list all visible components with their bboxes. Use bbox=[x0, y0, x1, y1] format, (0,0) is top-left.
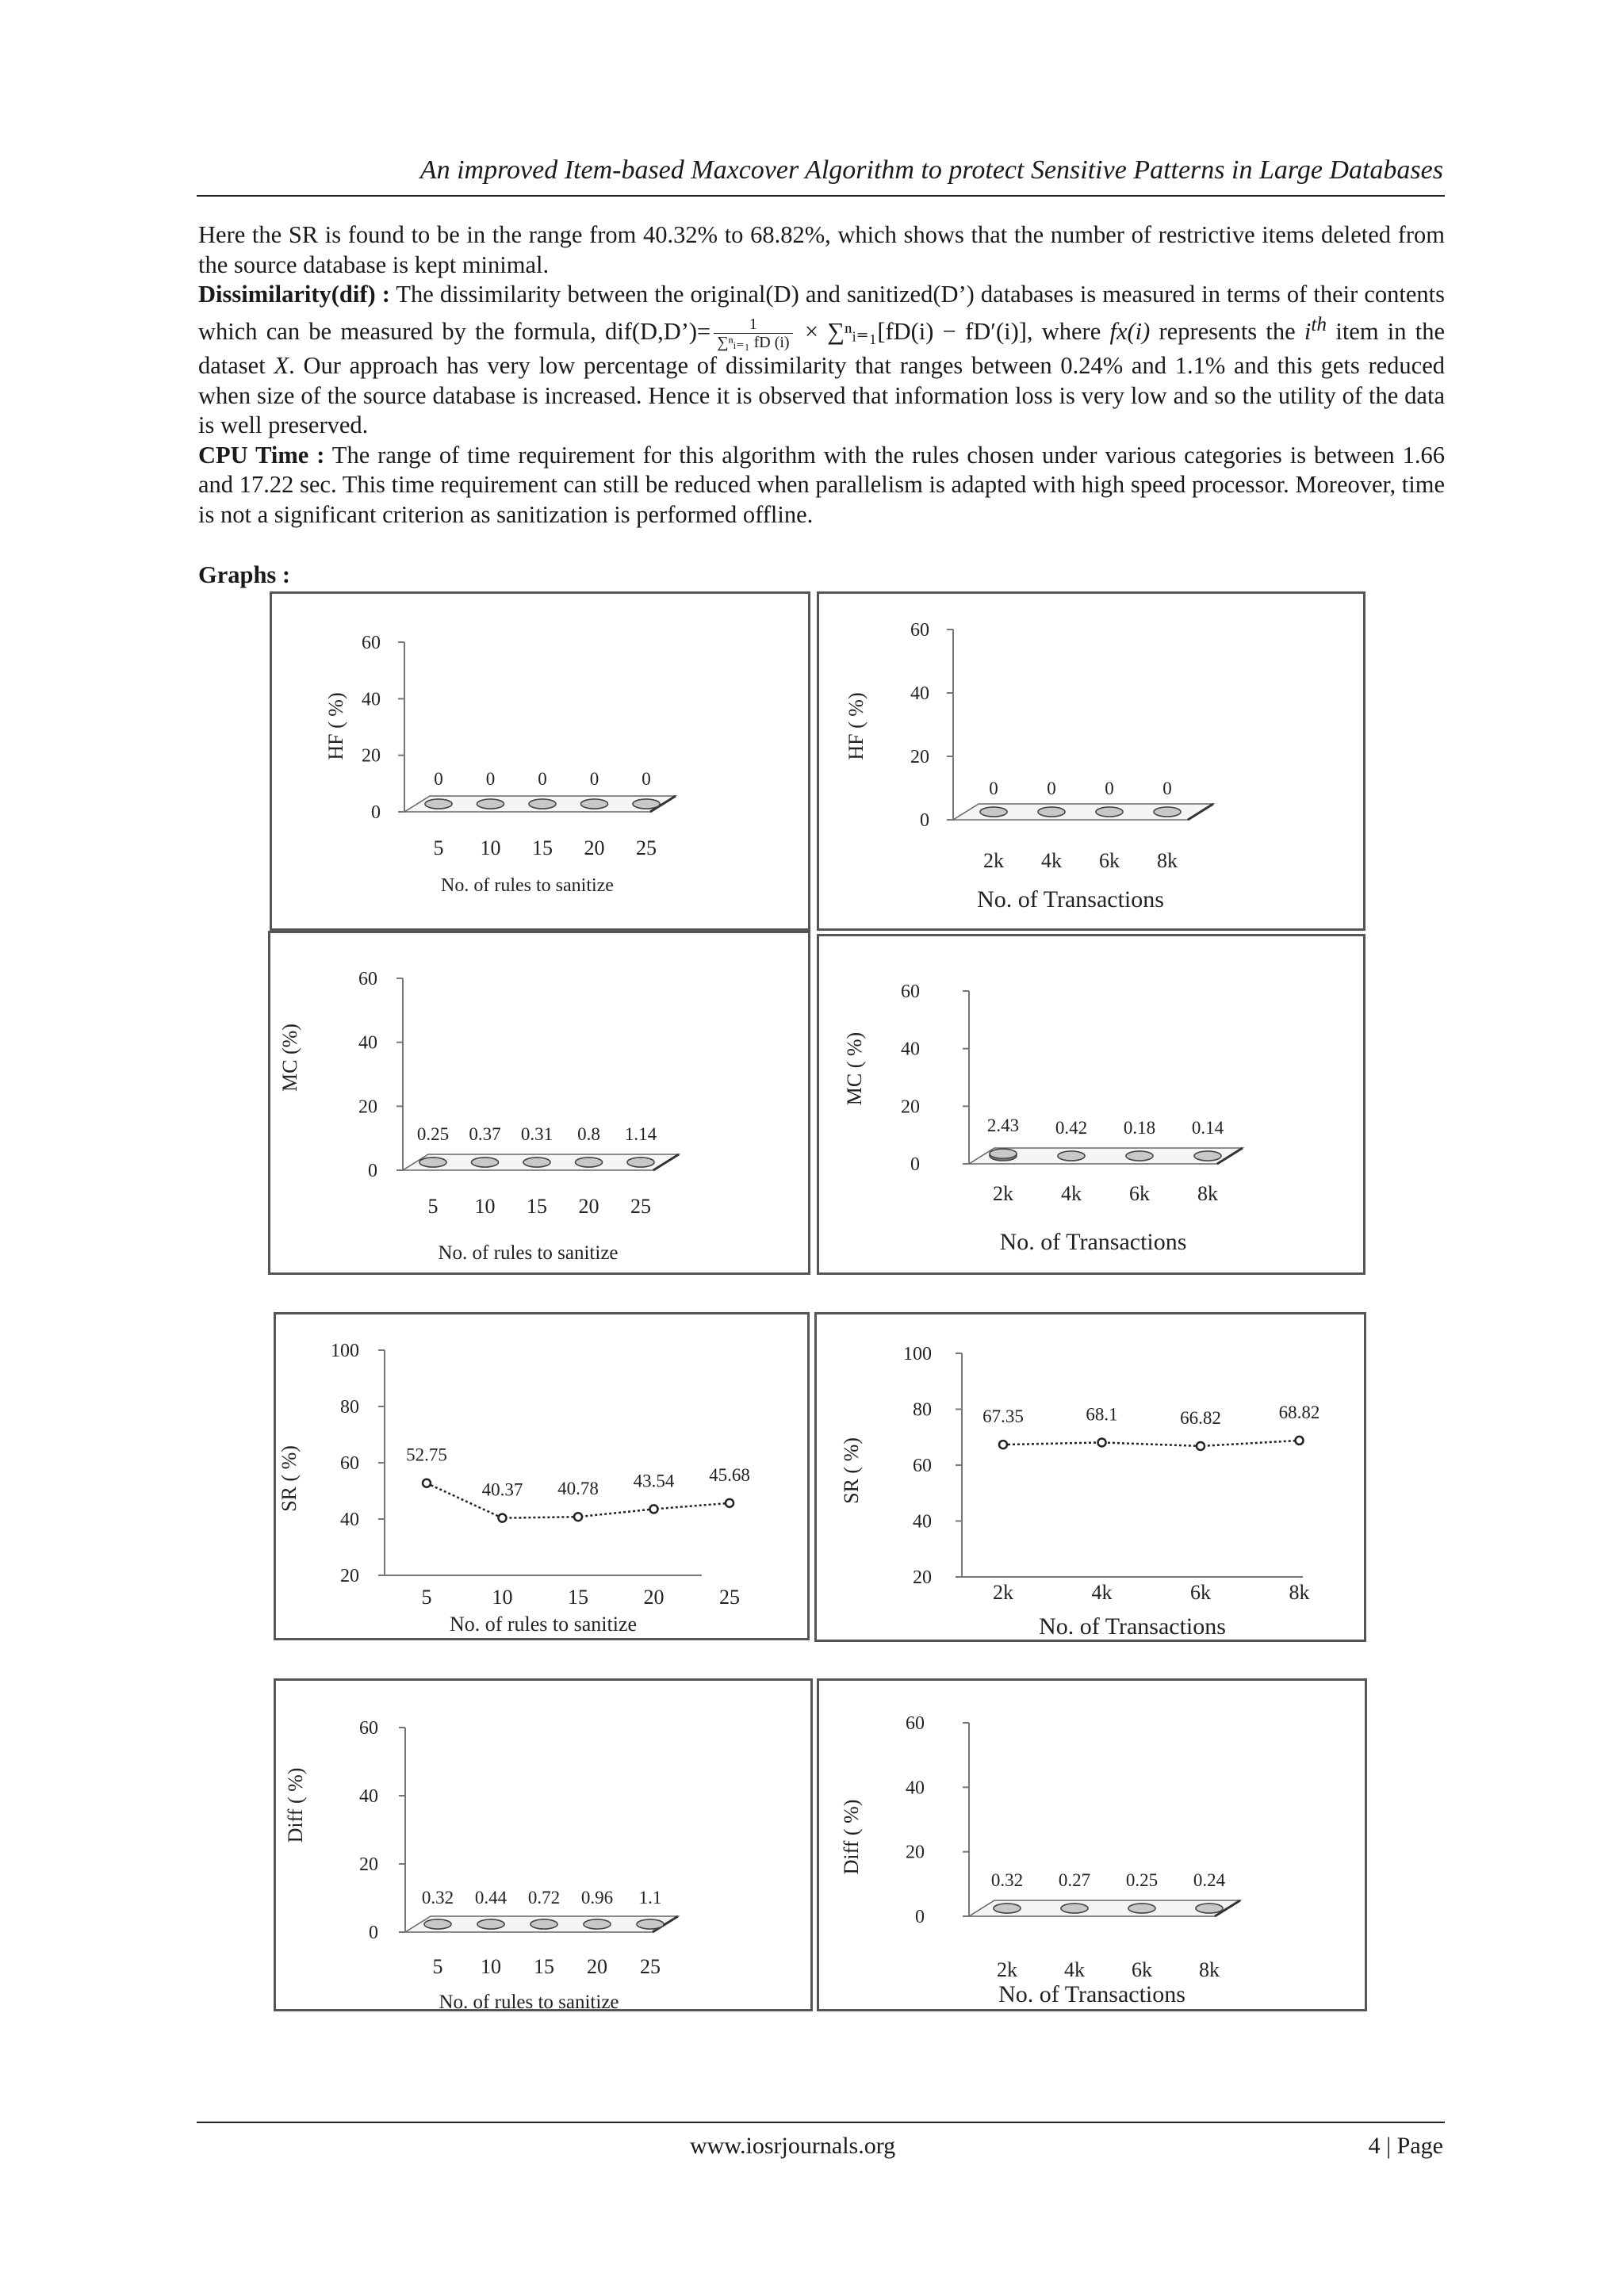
y-axis-title: SR ( %) bbox=[278, 1445, 301, 1512]
x-axis-title: No. of Transactions bbox=[977, 886, 1164, 913]
dissimilarity-text-b: × ∑ⁿᵢ₌₁[fD(i) − fD′(i)], where bbox=[795, 317, 1110, 345]
x-tick-label: 25 bbox=[630, 1195, 651, 1218]
x-tick-label: 5 bbox=[427, 1195, 439, 1218]
x-tick-label: 6k bbox=[1099, 849, 1120, 872]
x-tick-label: 15 bbox=[527, 1195, 547, 1218]
chart-sr-transactions bbox=[814, 1312, 1366, 1642]
y-tick-label: 60 bbox=[910, 620, 929, 641]
chart-frame bbox=[818, 593, 1365, 930]
x-tick-label: 8k bbox=[1289, 1581, 1310, 1604]
graphs-heading: Graphs : bbox=[198, 561, 291, 588]
bar-cap bbox=[633, 799, 660, 809]
dissimilarity-text-c: represents the bbox=[1150, 317, 1304, 345]
x-tick-label: 10 bbox=[474, 1195, 496, 1218]
x-tick-label: 5 bbox=[433, 836, 444, 859]
x-axis-title: No. of rules to sanitize bbox=[441, 875, 614, 896]
chart-svg bbox=[814, 1312, 1366, 1642]
bar-cap bbox=[530, 1919, 557, 1929]
x-tick-label: 4k bbox=[1064, 1958, 1085, 1981]
data-label: 1.14 bbox=[624, 1124, 657, 1144]
x-axis-title: No. of rules to sanitize bbox=[438, 1242, 619, 1264]
data-label: 0 bbox=[589, 769, 599, 789]
fx-symbol: fx(i) bbox=[1109, 317, 1151, 345]
body-text bbox=[198, 220, 1445, 530]
y-tick-label: 0 bbox=[920, 810, 929, 831]
y-tick-label: 0 bbox=[915, 1907, 925, 1927]
dissimilarity-text-e: . Our approach has very low percentage of dissimilarity that ranges between 0.24% and 1.1% and this gets reduced when size of the source database is increased. Hence it is observed that information loss is very low and so the utility of the data is well preserved. bbox=[198, 352, 1445, 439]
x-tick-label: 15 bbox=[534, 1955, 554, 1978]
chart-mc-transactions bbox=[817, 934, 1365, 1275]
data-label: 0 bbox=[989, 779, 998, 798]
y-tick-label: 100 bbox=[903, 1344, 932, 1364]
bar-cap bbox=[990, 1149, 1017, 1158]
x-tick-label: 4k bbox=[1091, 1581, 1113, 1604]
data-label: 0.72 bbox=[527, 1888, 561, 1908]
data-label: 52.75 bbox=[406, 1445, 447, 1465]
data-label: 0.96 bbox=[580, 1888, 614, 1908]
data-label: 0.31 bbox=[520, 1124, 553, 1144]
chart-diff-transactions bbox=[817, 1678, 1367, 2011]
y-axis-title: MC ( %) bbox=[843, 1031, 866, 1106]
data-label: 66.82 bbox=[1180, 1407, 1221, 1428]
x-tick-label: 15 bbox=[532, 836, 553, 859]
bar-cap bbox=[637, 1919, 664, 1929]
chart-diff-rules bbox=[274, 1678, 813, 2011]
data-label: 0.37 bbox=[469, 1124, 501, 1144]
y-tick-label: 0 bbox=[369, 1923, 378, 1943]
bar-cap bbox=[980, 807, 1007, 817]
x-tick-label: 6k bbox=[1190, 1581, 1211, 1604]
y-tick-label: 60 bbox=[906, 1713, 925, 1734]
footer-page-number: 4 | Page bbox=[1368, 2133, 1443, 2159]
x-tick-label: 4k bbox=[1041, 849, 1062, 872]
y-tick-label: 40 bbox=[362, 689, 381, 710]
y-tick-label: 20 bbox=[359, 1854, 378, 1875]
bar-cap bbox=[1061, 1904, 1088, 1913]
y-tick-label: 0 bbox=[368, 1161, 377, 1181]
data-label: 0.24 bbox=[1193, 1870, 1226, 1890]
data-point bbox=[423, 1479, 431, 1487]
data-point bbox=[650, 1505, 658, 1513]
y-tick-label: 40 bbox=[340, 1510, 359, 1530]
fraction-numerator: 1 bbox=[714, 316, 792, 334]
data-point bbox=[499, 1514, 507, 1522]
chart-hf-transactions bbox=[817, 591, 1365, 931]
dissimilarity-text-d: item in the dataset bbox=[198, 317, 1445, 380]
data-point bbox=[1197, 1442, 1205, 1450]
y-tick-label: 100 bbox=[331, 1341, 359, 1361]
y-tick-label: 60 bbox=[913, 1456, 932, 1476]
bar-cap bbox=[477, 1919, 504, 1929]
x-tick-label: 2k bbox=[983, 849, 1004, 872]
y-tick-label: 20 bbox=[906, 1842, 925, 1863]
data-label: 0 bbox=[1047, 779, 1056, 798]
dissimilarity-text-a: The dissimilarity between the original(D) and sanitized(D’) databases is measured in terms of their contents which can be measured by the formula, dif(D,D’)= bbox=[198, 281, 1445, 345]
bar-cap bbox=[472, 1158, 499, 1167]
data-label: 0 bbox=[434, 769, 443, 789]
y-tick-label: 60 bbox=[901, 982, 920, 1002]
x-tick-label: 10 bbox=[481, 1955, 501, 1978]
data-label: 0.25 bbox=[416, 1124, 450, 1144]
bar-cap bbox=[523, 1158, 550, 1167]
bar-cap bbox=[425, 799, 452, 809]
bar-cap bbox=[1038, 807, 1065, 817]
x-tick-label: 20 bbox=[643, 1586, 665, 1609]
chart-svg bbox=[817, 591, 1365, 931]
data-label: 68.82 bbox=[1278, 1402, 1320, 1422]
i-symbol: i bbox=[1304, 317, 1312, 345]
th-superscript: th bbox=[1311, 312, 1327, 335]
data-label: 2.43 bbox=[986, 1115, 1020, 1136]
chart-svg bbox=[817, 1678, 1367, 2011]
y-tick-label: 60 bbox=[340, 1453, 359, 1474]
chart-svg bbox=[270, 591, 810, 931]
data-label: 0.44 bbox=[474, 1888, 508, 1908]
x-tick-label: 25 bbox=[719, 1586, 740, 1609]
series-line bbox=[1003, 1441, 1300, 1446]
data-point bbox=[1296, 1437, 1304, 1445]
y-tick-label: 80 bbox=[340, 1397, 359, 1418]
chart-hf-rules bbox=[270, 591, 810, 931]
footer-url: www.iosrjournals.org bbox=[690, 2133, 896, 2159]
y-axis-title: Diff ( %) bbox=[840, 1799, 863, 1875]
data-point bbox=[574, 1513, 582, 1521]
x-tick-label: 25 bbox=[636, 836, 657, 859]
x-tick-label: 6k bbox=[1132, 1958, 1152, 1981]
y-tick-label: 0 bbox=[910, 1154, 920, 1175]
bar-cap bbox=[1128, 1904, 1155, 1913]
data-label: 0.14 bbox=[1191, 1118, 1224, 1138]
y-tick-label: 20 bbox=[901, 1096, 920, 1118]
data-label: 43.54 bbox=[633, 1471, 675, 1491]
y-tick-label: 20 bbox=[358, 1096, 377, 1118]
data-label: 0 bbox=[1105, 779, 1114, 798]
x-tick-label: 4k bbox=[1061, 1182, 1082, 1205]
data-label: 0 bbox=[485, 769, 496, 789]
data-label: 0 bbox=[1162, 779, 1172, 798]
x-tick-label: 20 bbox=[587, 1955, 607, 1978]
running-header: An improved Item-based Maxcover Algorithm to protect Sensitive Patterns in Large Databases bbox=[419, 155, 1443, 185]
chart-frame bbox=[818, 1680, 1366, 2011]
x-tick-label: 25 bbox=[640, 1955, 661, 1978]
chart-mc-rules bbox=[268, 931, 810, 1275]
x-tick-label: 5 bbox=[421, 1586, 432, 1609]
chart-svg bbox=[268, 931, 810, 1275]
x-tick-label: 10 bbox=[492, 1586, 513, 1609]
formula-fraction bbox=[714, 316, 792, 351]
y-tick-label: 60 bbox=[358, 969, 377, 989]
bar-cap bbox=[627, 1158, 654, 1167]
x-axis-title: No. of rules to sanitize bbox=[449, 1613, 638, 1636]
data-label: 1.1 bbox=[638, 1888, 662, 1908]
data-label: 0.27 bbox=[1058, 1870, 1091, 1890]
data-label: 40.78 bbox=[557, 1479, 599, 1499]
x-axis-title: No. of Transactions bbox=[999, 1229, 1187, 1255]
y-tick-label: 40 bbox=[906, 1777, 925, 1799]
chart-svg bbox=[274, 1312, 810, 1640]
x-tick-label: 2k bbox=[993, 1182, 1013, 1205]
bar-cap bbox=[576, 1158, 603, 1167]
x-tick-label: 10 bbox=[480, 836, 501, 859]
bar-cap bbox=[1058, 1151, 1085, 1161]
y-tick-label: 40 bbox=[358, 1032, 377, 1054]
chart-svg bbox=[274, 1678, 813, 2011]
paragraph-sr: Here the SR is found to be in the range from 40.32% to 68.82%, which shows that the number of restrictive items deleted from the source database is kept minimal. bbox=[198, 221, 1445, 278]
header-rule bbox=[197, 195, 1445, 197]
cpu-label: CPU Time : bbox=[198, 441, 325, 469]
y-tick-label: 20 bbox=[362, 745, 381, 767]
y-axis-title: Diff ( %) bbox=[284, 1767, 307, 1843]
data-label: 0.32 bbox=[990, 1870, 1024, 1890]
data-point bbox=[726, 1499, 733, 1507]
data-label: 45.68 bbox=[709, 1464, 750, 1485]
bar-cap bbox=[1194, 1151, 1221, 1161]
bar-cap bbox=[581, 799, 608, 809]
x-tick-label: 8k bbox=[1157, 849, 1178, 872]
y-tick-label: 60 bbox=[362, 633, 381, 653]
data-label: 0 bbox=[642, 769, 651, 789]
data-label: 0.42 bbox=[1055, 1118, 1088, 1138]
chart-frame bbox=[270, 932, 810, 1274]
bar-cap bbox=[1154, 807, 1181, 817]
paragraph-dissimilarity bbox=[198, 280, 1445, 441]
bar-cap bbox=[419, 1158, 446, 1167]
y-axis-title: SR ( %) bbox=[840, 1437, 863, 1504]
bar-cap bbox=[477, 799, 504, 809]
data-label: 68.1 bbox=[1086, 1404, 1118, 1425]
x-tick-label: 8k bbox=[1197, 1182, 1218, 1205]
x-axis-title: No. of Transactions bbox=[998, 1981, 1185, 2007]
y-tick-label: 0 bbox=[371, 802, 381, 823]
x-axis-title: No. of Transactions bbox=[1039, 1613, 1226, 1640]
dissimilarity-label: Dissimilarity(dif) : bbox=[198, 281, 390, 308]
data-point bbox=[999, 1441, 1007, 1448]
x-tick-label: 8k bbox=[1199, 1958, 1220, 1981]
chart-frame bbox=[816, 1314, 1365, 1641]
x-tick-label: 5 bbox=[432, 1955, 443, 1978]
x-tick-label: 2k bbox=[993, 1581, 1013, 1604]
x-tick-label: 2k bbox=[997, 1958, 1017, 1981]
y-tick-label: 60 bbox=[359, 1718, 378, 1739]
fraction-denominator: ∑ⁿᵢ₌₁ fD (i) bbox=[717, 334, 790, 352]
x-tick-label: 15 bbox=[568, 1586, 588, 1609]
bar-cap bbox=[529, 799, 556, 809]
y-tick-label: 20 bbox=[910, 747, 929, 767]
bar-cap bbox=[1096, 807, 1123, 817]
chart-frame bbox=[818, 936, 1365, 1274]
y-axis-title: MC (%) bbox=[278, 1024, 301, 1092]
y-tick-label: 40 bbox=[359, 1786, 378, 1807]
y-tick-label: 20 bbox=[913, 1567, 932, 1588]
data-label: 0.8 bbox=[577, 1124, 600, 1144]
data-label: 0.32 bbox=[421, 1888, 454, 1908]
y-tick-label: 20 bbox=[340, 1566, 359, 1586]
data-label: 0.25 bbox=[1125, 1870, 1159, 1890]
y-tick-label: 40 bbox=[913, 1511, 932, 1533]
cpu-text: The range of time requirement for this algorithm with the rules chosen under various categories is between 1.66 and 17.22 sec. This time requirement can still be reduced when parallelism is adapted with high speed processor. Moreover, time is not a significant criterion as sanitization is performed offline. bbox=[198, 441, 1445, 528]
x-tick-label: 20 bbox=[578, 1195, 599, 1218]
data-label: 67.35 bbox=[982, 1406, 1024, 1427]
x-axis-title: No. of rules to sanitize bbox=[439, 1992, 619, 2013]
data-label: 40.37 bbox=[481, 1479, 523, 1500]
footer-rule bbox=[197, 2122, 1445, 2123]
x-tick-label: 6k bbox=[1129, 1182, 1150, 1205]
y-axis-title: HF ( %) bbox=[324, 692, 347, 760]
chart-svg bbox=[817, 934, 1365, 1275]
x-symbol: X bbox=[274, 352, 289, 380]
y-axis-title: HF ( %) bbox=[845, 692, 868, 760]
y-tick-label: 40 bbox=[901, 1039, 920, 1060]
paragraph-cpu bbox=[198, 441, 1445, 530]
data-label: 0.18 bbox=[1123, 1118, 1156, 1138]
bar-cap bbox=[1196, 1904, 1223, 1913]
bar-cap bbox=[994, 1904, 1021, 1913]
data-point bbox=[1098, 1438, 1106, 1446]
x-tick-label: 20 bbox=[584, 836, 605, 859]
bar-cap bbox=[424, 1919, 451, 1929]
bar-cap bbox=[1126, 1151, 1153, 1161]
y-tick-label: 80 bbox=[913, 1399, 932, 1421]
y-tick-label: 40 bbox=[910, 683, 929, 704]
data-label: 0 bbox=[538, 769, 547, 789]
bar-cap bbox=[584, 1919, 611, 1929]
chart-sr-rules bbox=[274, 1312, 810, 1640]
